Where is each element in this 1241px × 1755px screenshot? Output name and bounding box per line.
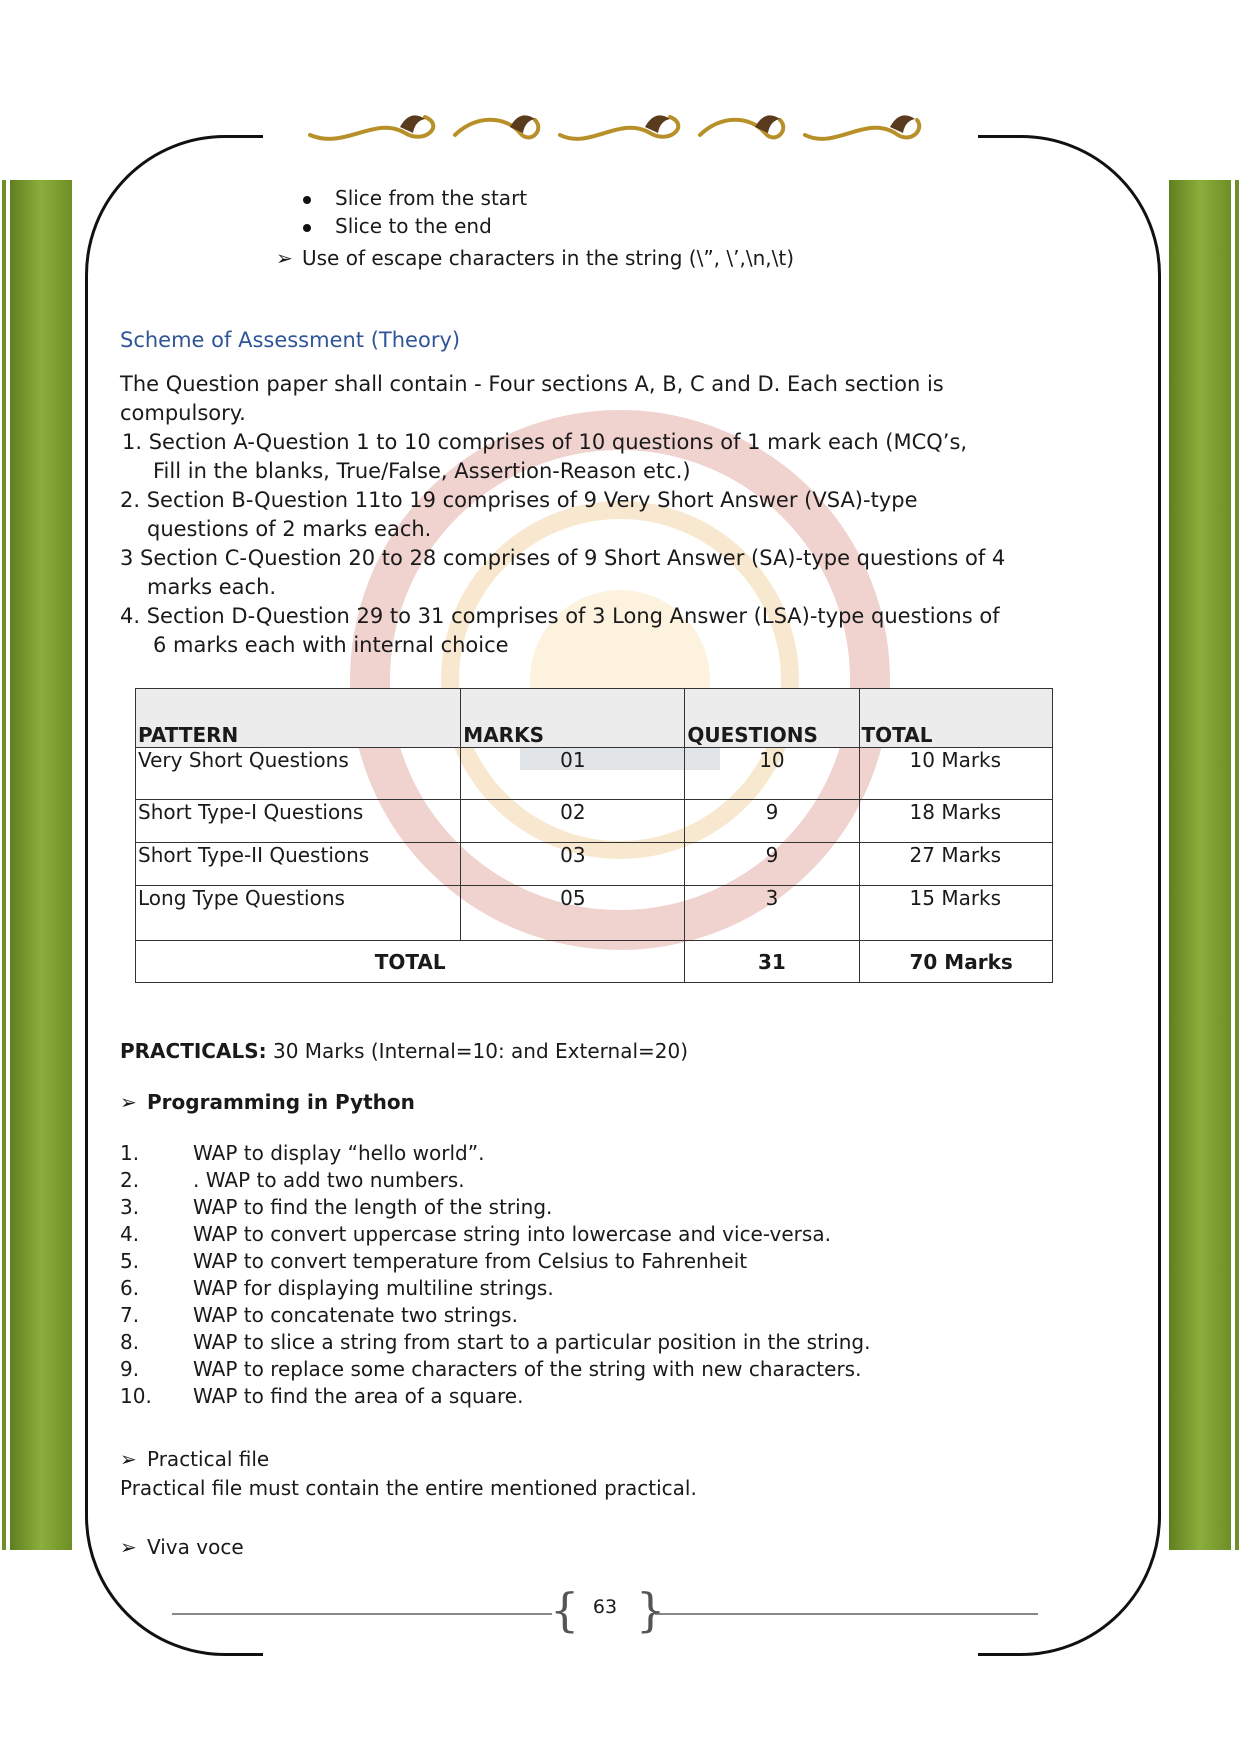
table-header-row <box>136 689 1053 748</box>
table-row <box>136 886 1053 941</box>
section-c-line-1: 3 Section C-Question 20 to 28 comprises of 9 Short Answer (SA)-type questions of 4 <box>120 546 1006 570</box>
row-total: 10 Marks <box>859 748 1052 800</box>
arrowhead-bullet-icon: ➢ <box>276 246 293 270</box>
program-item: WAP for displaying multiline strings. <box>193 1276 554 1300</box>
bullet-slice-end: Slice to the end <box>335 214 492 238</box>
total-marks: 70 Marks <box>859 941 1052 983</box>
arrowhead-bullet-icon: ➢ <box>120 1447 137 1471</box>
footer-divider-left <box>172 1613 552 1615</box>
section-c-line-2: marks each. <box>147 575 277 599</box>
left-brace-icon: { <box>550 1583 580 1637</box>
program-number: 6. <box>120 1276 140 1300</box>
row-pattern: Long Type Questions <box>136 886 461 941</box>
program-item: WAP to slice a string from start to a particular position in the string. <box>193 1330 871 1354</box>
row-marks: 03 <box>461 843 685 886</box>
total-label: TOTAL <box>136 941 685 983</box>
section-a-line-2: Fill in the blanks, True/False, Assertion-Reason etc.) <box>153 459 691 483</box>
section-b-line-1: 2. Section B-Question 11to 19 comprises of 9 Very Short Answer (VSA)-type <box>120 488 918 512</box>
programming-python-title: Programming in Python <box>147 1090 415 1114</box>
round-bullet-icon <box>303 224 311 232</box>
program-item: WAP to replace some characters of the string with new characters. <box>193 1357 862 1381</box>
row-pattern: Short Type-I Questions <box>136 800 461 843</box>
program-item: WAP to find the area of a square. <box>193 1384 524 1408</box>
right-brace-icon: } <box>636 1583 666 1637</box>
row-marks: 02 <box>461 800 685 843</box>
program-number: 10. <box>120 1384 152 1408</box>
row-questions: 9 <box>685 800 859 843</box>
header-pattern: PATTERN <box>136 689 461 748</box>
row-marks: 05 <box>461 886 685 941</box>
header-total: TOTAL <box>859 689 1052 748</box>
bullet-slice-start: Slice from the start <box>335 186 528 210</box>
assessment-intro-line-1: The Question paper shall contain - Four sections A, B, C and D. Each section is <box>120 372 944 396</box>
page-number: 63 <box>592 1596 618 1618</box>
row-marks: 01 <box>461 748 685 800</box>
row-total: 27 Marks <box>859 843 1052 886</box>
arrowhead-bullet-icon: ➢ <box>120 1090 137 1114</box>
practicals-line <box>120 1039 688 1063</box>
practical-file-text: Practical file must contain the entire mentioned practical. <box>120 1476 697 1500</box>
row-pattern: Very Short Questions <box>136 748 461 800</box>
round-bullet-icon <box>303 196 311 204</box>
section-d-line-2: 6 marks each with internal choice <box>153 633 509 657</box>
program-number: 8. <box>120 1330 140 1354</box>
footer-divider-right <box>655 1613 1038 1615</box>
practicals-label: PRACTICALS: <box>120 1039 267 1063</box>
section-b-line-2: questions of 2 marks each. <box>147 517 432 541</box>
row-questions: 10 <box>685 748 859 800</box>
program-number: 1. <box>120 1141 140 1165</box>
program-number: 4. <box>120 1222 140 1246</box>
header-questions: QUESTIONS <box>685 689 859 748</box>
escape-characters-item: Use of escape characters in the string (\”, \’,\n,\t) <box>302 246 795 270</box>
row-questions: 9 <box>685 843 859 886</box>
practical-file-title: Practical file <box>147 1447 270 1471</box>
header-marks: MARKS <box>461 689 685 748</box>
row-questions: 3 <box>685 886 859 941</box>
total-questions: 31 <box>685 941 859 983</box>
program-item: WAP to concatenate two strings. <box>193 1303 518 1327</box>
row-total: 15 Marks <box>859 886 1052 941</box>
row-total: 18 Marks <box>859 800 1052 843</box>
table-row <box>136 843 1053 886</box>
practicals-text: 30 Marks (Internal=10: and External=20) <box>266 1039 689 1063</box>
table-row <box>136 748 1053 800</box>
section-a-line-1: 1. Section A-Question 1 to 10 comprises of 10 questions of 1 mark each (MCQ’s, <box>122 430 968 454</box>
program-item: WAP to display “hello world”. <box>193 1141 485 1165</box>
table-total-row <box>136 941 1053 983</box>
section-d-line-1: 4. Section D-Question 29 to 31 comprises of 3 Long Answer (LSA)-type questions of <box>120 604 1000 628</box>
program-item: WAP to convert uppercase string into lowercase and vice-versa. <box>193 1222 831 1246</box>
program-number: 2. <box>120 1168 140 1192</box>
program-number: 9. <box>120 1357 140 1381</box>
program-number: 7. <box>120 1303 140 1327</box>
viva-voce-title: Viva voce <box>147 1535 244 1559</box>
marks-pattern-table <box>135 688 1053 983</box>
program-item: WAP to find the length of the string. <box>193 1195 553 1219</box>
program-item: . WAP to add two numbers. <box>193 1168 465 1192</box>
program-number: 3. <box>120 1195 140 1219</box>
program-number: 5. <box>120 1249 140 1273</box>
arrowhead-bullet-icon: ➢ <box>120 1535 137 1559</box>
assessment-heading: Scheme of Assessment (Theory) <box>120 328 461 352</box>
table-row <box>136 800 1053 843</box>
assessment-intro-line-2: compulsory. <box>120 401 246 425</box>
row-pattern: Short Type-II Questions <box>136 843 461 886</box>
program-item: WAP to convert temperature from Celsius to Fahrenheit <box>193 1249 748 1273</box>
